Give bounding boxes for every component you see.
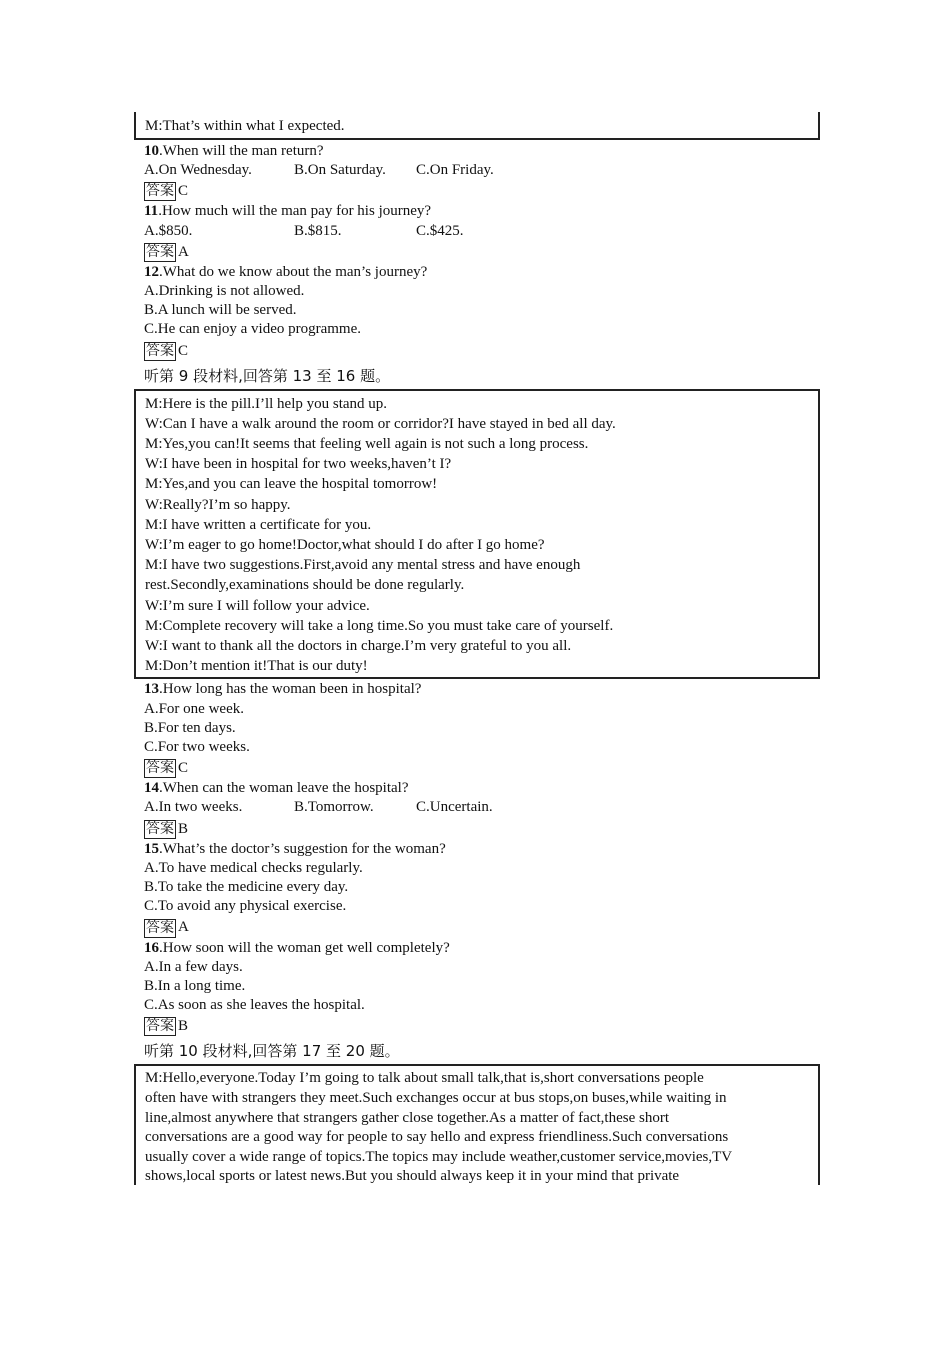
question-number: 10 [144, 143, 159, 159]
answer-row [144, 819, 820, 840]
answer-tag: 答案 [146, 760, 174, 777]
question-text: .What’s the doctor’s suggestion for the woman? [159, 840, 446, 857]
option-c: C.He can enjoy a video programme. [144, 321, 362, 338]
transcript-line: W:I’m sure I will follow your advice. [145, 597, 370, 614]
question-group-a [134, 142, 820, 362]
transcript-line: W:Can I have a walk around the room or corridor?I have stayed in bed all day. [145, 415, 616, 432]
option-a: A.For one week. [144, 700, 244, 717]
option-a: A.To have medical checks regularly. [144, 859, 363, 876]
transcript-line: M:I have two suggestions.First,avoid any mental stress and have enough [145, 557, 581, 574]
options-row [144, 798, 820, 817]
transcript-line: W:I’m eager to go home!Doctor,what should I do after I go home? [145, 537, 545, 554]
question-10 [144, 142, 820, 202]
transcript-line: W:I want to thank all the doctors in charge.I’m very grateful to you all. [145, 638, 572, 655]
transcript-line: often have with strangers they meet.Such exchanges occur at bus stops,on buses,while waiting in [145, 1089, 727, 1106]
option-b: B.$815. [294, 222, 342, 239]
question-text: .When will the man return? [159, 143, 324, 159]
option-c: C.To avoid any physical exercise. [144, 898, 347, 915]
answer-row [144, 242, 820, 263]
transcript-line: M:Complete recovery will take a long time.So you must take care of yourself. [145, 617, 614, 634]
transcript-line: shows,local sports or latest news.But you should always keep it in your mind that private [145, 1168, 680, 1185]
question-15 [144, 840, 820, 939]
option-a: A.In two weeks. [144, 799, 243, 816]
answer-row [144, 341, 820, 362]
answer-value: B [178, 820, 189, 837]
transcript-line: M:That’s within what I expected. [145, 118, 345, 134]
answer-value: C [178, 342, 189, 359]
transcript-line: M:Hello,everyone.Today I’m going to talk about small talk,that is,short conversations people [145, 1070, 704, 1087]
section-heading-9: 听第 9 段材料,回答第 13 至 16 题。 [144, 366, 391, 385]
answer-value: A [178, 243, 189, 260]
question-14 [144, 779, 820, 839]
question-text: .How much will the man pay for his journey? [158, 203, 432, 220]
question-16 [144, 939, 820, 1038]
transcript-line: line,almost anywhere that strangers gather close together.As a matter of fact,these short [145, 1109, 669, 1126]
transcript-box-9 [134, 389, 820, 680]
document-page [134, 112, 820, 1185]
question-12 [144, 263, 820, 362]
transcript-line: conversations are a good way for people to say hello and express friendliness.Such conversations [145, 1129, 729, 1146]
answer-tag: 答案 [146, 183, 174, 200]
question-number: 14 [144, 780, 159, 797]
question-11 [144, 202, 820, 262]
question-text: .How soon will the woman get well completely? [159, 939, 450, 956]
answer-value: B [178, 1018, 189, 1035]
option-b: B.In a long time. [144, 977, 246, 994]
option-c: C.$425. [416, 222, 464, 239]
option-a: A.On Wednesday. [144, 162, 252, 179]
transcript-line: W:Really?I’m so happy. [145, 496, 291, 513]
option-b: B.To take the medicine every day. [144, 879, 349, 896]
section-heading-10: 听第 10 段材料,回答第 17 至 20 题。 [144, 1042, 400, 1061]
options-row [144, 161, 820, 180]
question-text: .When can the woman leave the hospital? [159, 780, 409, 797]
option-c: C.For two weeks. [144, 739, 250, 756]
question-number: 13 [144, 681, 159, 698]
transcript-line: rest.Secondly,examinations should be done regularly. [145, 577, 465, 594]
answer-row [144, 758, 820, 779]
option-a: A.In a few days. [144, 958, 243, 975]
question-number: 12 [144, 263, 159, 280]
answer-tag: 答案 [146, 342, 174, 359]
answer-tag: 答案 [146, 820, 174, 837]
answer-tag: 答案 [146, 1018, 174, 1035]
transcript-line: M:Yes,and you can leave the hospital tomorrow! [145, 476, 438, 493]
option-c: C.As soon as she leaves the hospital. [144, 997, 365, 1014]
answer-row [144, 918, 820, 939]
transcript-line: M:Don’t mention it!That is our duty! [145, 658, 368, 675]
question-number: 16 [144, 939, 159, 956]
answer-tag: 答案 [146, 243, 174, 260]
answer-value: C [178, 760, 189, 777]
question-group-b [134, 680, 820, 1037]
option-a: A.$850. [144, 222, 193, 239]
transcript-line: usually cover a wide range of topics.The topics may include weather,customer service,movies,TV [145, 1148, 733, 1165]
options-row [144, 222, 820, 241]
answer-row [144, 1016, 820, 1037]
transcript-line: M:Here is the pill.I’ll help you stand up. [145, 395, 388, 412]
question-13 [144, 680, 820, 779]
option-b: B.A lunch will be served. [144, 302, 297, 319]
answer-row [144, 181, 820, 202]
transcript-fragment-top [134, 112, 820, 140]
question-number: 15 [144, 840, 159, 857]
option-a: A.Drinking is not allowed. [144, 283, 305, 300]
option-c: C.On Friday. [416, 162, 494, 179]
question-text: .How long has the woman been in hospital? [159, 681, 422, 698]
answer-tag: 答案 [146, 919, 174, 936]
option-b: B.Tomorrow. [294, 799, 374, 816]
answer-value: A [178, 919, 189, 936]
transcript-line: W:I have been in hospital for two weeks,haven’t I? [145, 456, 452, 473]
transcript-line: M:I have written a certificate for you. [145, 516, 372, 533]
option-b: B.On Saturday. [294, 162, 386, 179]
answer-value: C [178, 183, 189, 200]
transcript-line: M:Yes,you can!It seems that feeling well again is not such a long process. [145, 436, 589, 453]
question-number: 11 [144, 203, 159, 220]
option-b: B.For ten days. [144, 719, 236, 736]
question-text: .What do we know about the man’s journey? [159, 263, 428, 280]
transcript-box-10 [134, 1064, 820, 1185]
option-c: C.Uncertain. [416, 799, 493, 816]
